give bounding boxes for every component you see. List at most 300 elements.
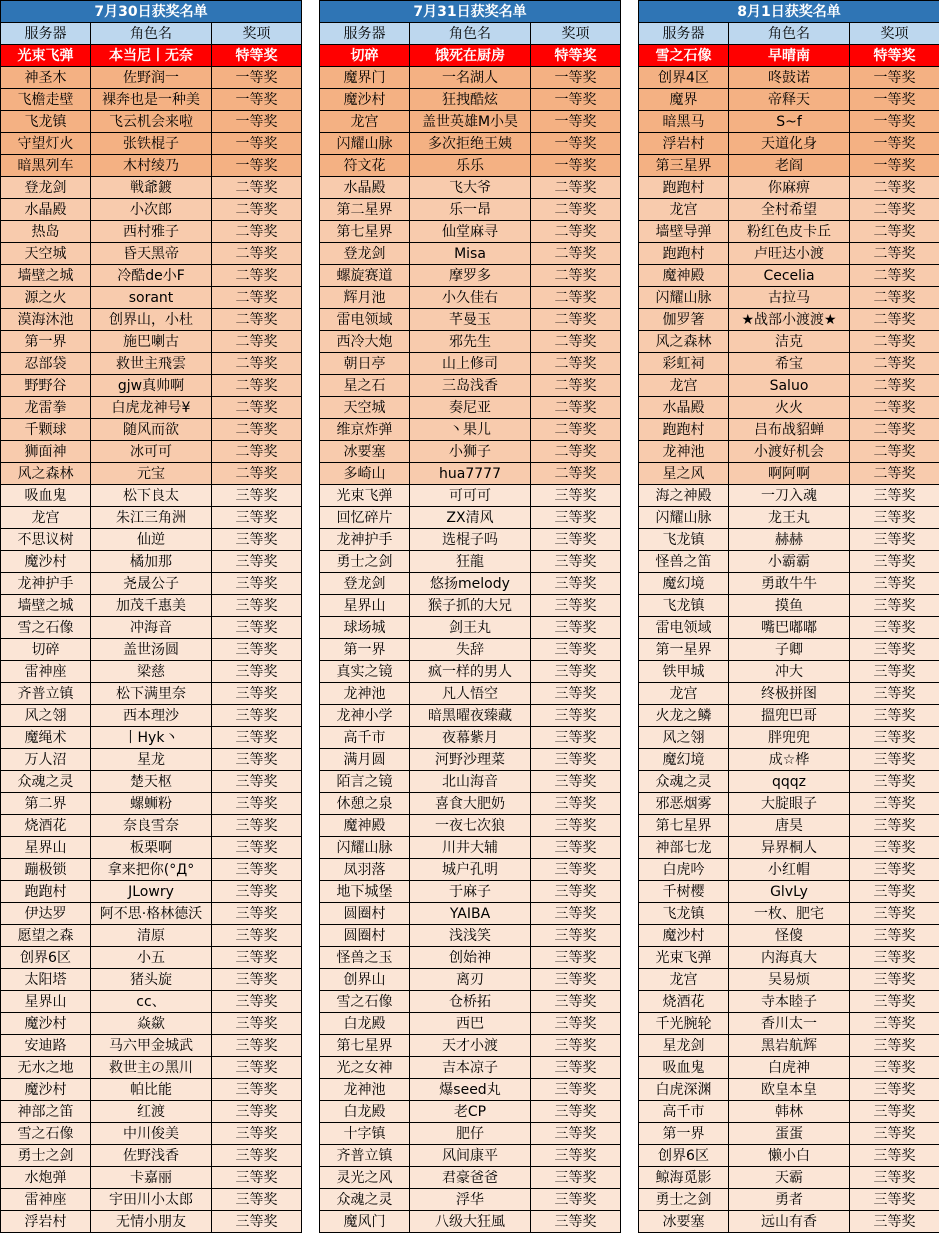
cell-name: 仙逆 bbox=[91, 529, 212, 551]
cell-name: 乐一昂 bbox=[410, 199, 531, 221]
cell-server: 龙宫 bbox=[639, 375, 729, 397]
table-row bbox=[639, 309, 939, 331]
cell-server: 龙宫 bbox=[320, 111, 410, 133]
cell-name: 卡嘉丽 bbox=[91, 1167, 212, 1189]
cell-server: 符文花 bbox=[320, 155, 410, 177]
column-header-row bbox=[639, 23, 939, 45]
cell-prize: 三等奖 bbox=[850, 683, 939, 705]
table-row bbox=[320, 265, 621, 287]
cell-prize: 三等奖 bbox=[850, 617, 939, 639]
cell-prize: 三等奖 bbox=[850, 1145, 939, 1167]
cell-server: 飞檐走壁 bbox=[1, 89, 91, 111]
cell-server: 水晶殿 bbox=[639, 397, 729, 419]
cell-prize: 三等奖 bbox=[212, 507, 302, 529]
cell-server: 白龙殿 bbox=[320, 1013, 410, 1035]
cell-name: 懒小白 bbox=[729, 1145, 850, 1167]
table-row bbox=[1, 485, 302, 507]
cell-prize: 三等奖 bbox=[850, 749, 939, 771]
cell-server: 魔神殿 bbox=[320, 815, 410, 837]
cell-name: 成☆桦 bbox=[729, 749, 850, 771]
table-row bbox=[1, 199, 302, 221]
cell-name: 救世主飛雲 bbox=[91, 353, 212, 375]
cell-server: 雪之石像 bbox=[1, 617, 91, 639]
cell-server: 齐普立镇 bbox=[320, 1145, 410, 1167]
cell-server: 魔绳术 bbox=[1, 727, 91, 749]
cell-server: 勇士之剑 bbox=[1, 1145, 91, 1167]
cell-prize: 三等奖 bbox=[212, 749, 302, 771]
table-row bbox=[1, 397, 302, 419]
table-row bbox=[639, 727, 939, 749]
cell-name: 剑王丸 bbox=[410, 617, 531, 639]
table-row bbox=[320, 353, 621, 375]
cell-name: 肥仔 bbox=[410, 1123, 531, 1145]
cell-name: 一刀入魂 bbox=[729, 485, 850, 507]
table-row bbox=[1, 463, 302, 485]
cell-prize: 三等奖 bbox=[531, 749, 621, 771]
cell-name: hua7777 bbox=[410, 463, 531, 485]
table-row bbox=[639, 1013, 939, 1035]
table-row bbox=[1, 683, 302, 705]
table-row bbox=[639, 1189, 939, 1211]
cell-name: 丶果儿 bbox=[410, 419, 531, 441]
table-row bbox=[1, 727, 302, 749]
cell-name: 奈良雪奈 bbox=[91, 815, 212, 837]
cell-server: 光束飞弹 bbox=[1, 45, 91, 67]
cell-name: 焱歘 bbox=[91, 1013, 212, 1035]
table-row bbox=[639, 441, 939, 463]
cell-prize: 三等奖 bbox=[531, 947, 621, 969]
cell-server: 水晶殿 bbox=[1, 199, 91, 221]
table-row bbox=[639, 1167, 939, 1189]
cell-prize: 三等奖 bbox=[531, 507, 621, 529]
table-row bbox=[320, 903, 621, 925]
cell-name: 全村希望 bbox=[729, 199, 850, 221]
cell-prize: 二等奖 bbox=[212, 441, 302, 463]
cell-prize: 一等奖 bbox=[531, 155, 621, 177]
cell-prize: 三等奖 bbox=[531, 837, 621, 859]
cell-server: 星之风 bbox=[639, 463, 729, 485]
cell-server: 维京炸弹 bbox=[320, 419, 410, 441]
table-row bbox=[639, 1035, 939, 1057]
cell-name: 失辞 bbox=[410, 639, 531, 661]
cell-prize: 三等奖 bbox=[850, 947, 939, 969]
cell-server: 雷电领域 bbox=[320, 309, 410, 331]
cell-prize: 三等奖 bbox=[212, 1035, 302, 1057]
cell-prize: 二等奖 bbox=[850, 309, 939, 331]
table-row bbox=[1, 903, 302, 925]
cell-name: 风间康平 bbox=[410, 1145, 531, 1167]
table-row bbox=[639, 683, 939, 705]
cell-prize: 三等奖 bbox=[850, 507, 939, 529]
cell-server: 龙神池 bbox=[639, 441, 729, 463]
cell-prize: 二等奖 bbox=[531, 221, 621, 243]
table-row bbox=[1, 1101, 302, 1123]
cell-prize: 三等奖 bbox=[531, 595, 621, 617]
table-row bbox=[320, 793, 621, 815]
cell-prize: 三等奖 bbox=[531, 661, 621, 683]
cell-name: 盖世英雄M小昊 bbox=[410, 111, 531, 133]
table-row bbox=[320, 969, 621, 991]
cell-server: 浮岩村 bbox=[639, 133, 729, 155]
cell-server: 雷电领域 bbox=[639, 617, 729, 639]
cell-server: 漠海沐池 bbox=[1, 309, 91, 331]
cell-server: 神部之笛 bbox=[1, 1101, 91, 1123]
cell-name: 帝释天 bbox=[729, 89, 850, 111]
table-row bbox=[1, 133, 302, 155]
table-row bbox=[1, 881, 302, 903]
cell-server: 创界山 bbox=[320, 969, 410, 991]
cell-prize: 二等奖 bbox=[212, 177, 302, 199]
cell-server: 多崎山 bbox=[320, 463, 410, 485]
cell-server: 切碎 bbox=[320, 45, 410, 67]
cell-name: 河野沙理菜 bbox=[410, 749, 531, 771]
cell-server: 众魂之灵 bbox=[320, 1189, 410, 1211]
cell-name: 怪傻 bbox=[729, 925, 850, 947]
cell-name: 龙王丸 bbox=[729, 507, 850, 529]
cell-server: 龙宫 bbox=[639, 683, 729, 705]
cell-name: 夜幕紫月 bbox=[410, 727, 531, 749]
cell-name: 早晴南 bbox=[729, 45, 850, 67]
table-row bbox=[1, 441, 302, 463]
cell-server: 跑跑村 bbox=[639, 177, 729, 199]
table-row bbox=[320, 1013, 621, 1035]
table-row bbox=[1, 815, 302, 837]
cell-server: 烧酒花 bbox=[639, 991, 729, 1013]
cell-server: 星界山 bbox=[1, 837, 91, 859]
table-row bbox=[639, 639, 939, 661]
cell-name: 清原 bbox=[91, 925, 212, 947]
table-row bbox=[639, 1211, 939, 1233]
cell-name: 救世主の黑川 bbox=[91, 1057, 212, 1079]
cell-prize: 三等奖 bbox=[850, 529, 939, 551]
table-row bbox=[320, 529, 621, 551]
cell-prize: 三等奖 bbox=[850, 595, 939, 617]
table-row bbox=[639, 1101, 939, 1123]
cell-server: 创界6区 bbox=[639, 1145, 729, 1167]
cell-server: 龙神护手 bbox=[1, 573, 91, 595]
cell-server: 众魂之灵 bbox=[639, 771, 729, 793]
cell-server: 暗黑马 bbox=[639, 111, 729, 133]
cell-name: 狂龍 bbox=[410, 551, 531, 573]
table-row bbox=[320, 749, 621, 771]
cell-prize: 三等奖 bbox=[850, 573, 939, 595]
column-header-server: 服务器 bbox=[320, 23, 410, 45]
cell-name: 无情小朋友 bbox=[91, 1211, 212, 1233]
table-row bbox=[320, 309, 621, 331]
cell-prize: 三等奖 bbox=[850, 1101, 939, 1123]
table-row bbox=[639, 89, 939, 111]
cell-prize: 二等奖 bbox=[212, 353, 302, 375]
cell-name: 戦爺鍍 bbox=[91, 177, 212, 199]
cell-name: 天才小渡 bbox=[410, 1035, 531, 1057]
cell-server: 勇士之剑 bbox=[320, 551, 410, 573]
table-row bbox=[320, 331, 621, 353]
cell-prize: 三等奖 bbox=[850, 1013, 939, 1035]
cell-prize: 三等奖 bbox=[212, 683, 302, 705]
table-row bbox=[1, 793, 302, 815]
table-row bbox=[320, 1145, 621, 1167]
cell-server: 龙神小学 bbox=[320, 705, 410, 727]
cell-prize: 三等奖 bbox=[531, 1079, 621, 1101]
cell-prize: 三等奖 bbox=[212, 1211, 302, 1233]
cell-name: 小霸霸 bbox=[729, 551, 850, 573]
cell-prize: 二等奖 bbox=[850, 243, 939, 265]
cell-server: 星界山 bbox=[1, 991, 91, 1013]
table-row bbox=[320, 397, 621, 419]
table-row bbox=[1, 969, 302, 991]
cell-prize: 三等奖 bbox=[531, 1211, 621, 1233]
cell-prize: 三等奖 bbox=[850, 551, 939, 573]
cell-name: Cecelia bbox=[729, 265, 850, 287]
cell-server: 鲸海觅影 bbox=[639, 1167, 729, 1189]
cell-name: 大腚眼子 bbox=[729, 793, 850, 815]
cell-prize: 二等奖 bbox=[850, 353, 939, 375]
table-row bbox=[639, 1123, 939, 1145]
cell-name: 希宝 bbox=[729, 353, 850, 375]
cell-name: 橘加那 bbox=[91, 551, 212, 573]
cell-server: 伽罗箸 bbox=[639, 309, 729, 331]
cell-name: 爆seed丸 bbox=[410, 1079, 531, 1101]
table-row bbox=[1, 529, 302, 551]
cell-prize: 三等奖 bbox=[531, 793, 621, 815]
table-row bbox=[320, 243, 621, 265]
cell-server: 飞龙镇 bbox=[639, 529, 729, 551]
table-row bbox=[639, 551, 939, 573]
table-row bbox=[320, 375, 621, 397]
cell-name: JLowry bbox=[91, 881, 212, 903]
cell-prize: 三等奖 bbox=[850, 903, 939, 925]
table-row bbox=[320, 859, 621, 881]
cell-prize: 二等奖 bbox=[531, 331, 621, 353]
cell-server: 登龙剑 bbox=[320, 243, 410, 265]
cell-name: 随风而欲 bbox=[91, 419, 212, 441]
cell-prize: 一等奖 bbox=[531, 133, 621, 155]
cell-name: 吴易烦 bbox=[729, 969, 850, 991]
cell-prize: 三等奖 bbox=[212, 573, 302, 595]
cell-prize: 二等奖 bbox=[212, 419, 302, 441]
cell-server: 龙雷拳 bbox=[1, 397, 91, 419]
cell-name: 一枚、肥宅 bbox=[729, 903, 850, 925]
table-row bbox=[639, 793, 939, 815]
cell-prize: 特等奖 bbox=[212, 45, 302, 67]
table-row bbox=[320, 705, 621, 727]
table-row bbox=[320, 771, 621, 793]
cell-server: 彩虹祠 bbox=[639, 353, 729, 375]
cell-prize: 三等奖 bbox=[531, 705, 621, 727]
cell-server: 魔风门 bbox=[320, 1211, 410, 1233]
cell-name: 拿来把你(°Д° bbox=[91, 859, 212, 881]
column-header-server: 服务器 bbox=[639, 23, 729, 45]
cell-prize: 二等奖 bbox=[850, 441, 939, 463]
cell-name: 川井大辅 bbox=[410, 837, 531, 859]
table-title: 7月31日获奖名单 bbox=[320, 1, 621, 23]
cell-prize: 三等奖 bbox=[531, 1013, 621, 1035]
cell-name: 张铁棍子 bbox=[91, 133, 212, 155]
table-row bbox=[639, 947, 939, 969]
cell-server: 勇士之剑 bbox=[639, 1189, 729, 1211]
cell-server: 墙壁导弹 bbox=[639, 221, 729, 243]
cell-name: 佐野浅香 bbox=[91, 1145, 212, 1167]
cell-name: 宇田川小太郎 bbox=[91, 1189, 212, 1211]
cell-prize: 二等奖 bbox=[212, 397, 302, 419]
cell-prize: 三等奖 bbox=[850, 1079, 939, 1101]
cell-name: 冲大 bbox=[729, 661, 850, 683]
cell-name: 火火 bbox=[729, 397, 850, 419]
cell-server: 地下城堡 bbox=[320, 881, 410, 903]
cell-server: 第七星界 bbox=[639, 815, 729, 837]
cell-server: 众魂之灵 bbox=[1, 771, 91, 793]
cell-prize: 三等奖 bbox=[212, 1167, 302, 1189]
cell-server: 第三星界 bbox=[639, 155, 729, 177]
cell-name: 饿死在厨房 bbox=[410, 45, 531, 67]
cell-name: 红渡 bbox=[91, 1101, 212, 1123]
cell-name: 香川太一 bbox=[729, 1013, 850, 1035]
cell-prize: 一等奖 bbox=[531, 111, 621, 133]
cell-prize: 三等奖 bbox=[531, 969, 621, 991]
cell-name: 白虎龙神号¥ bbox=[91, 397, 212, 419]
cell-server: 魔幻境 bbox=[639, 573, 729, 595]
cell-server: 第七星界 bbox=[320, 221, 410, 243]
cell-prize: 三等奖 bbox=[850, 1123, 939, 1145]
cell-server: 野野谷 bbox=[1, 375, 91, 397]
cell-prize: 二等奖 bbox=[850, 199, 939, 221]
cell-name: 离刃 bbox=[410, 969, 531, 991]
table-row bbox=[320, 925, 621, 947]
cell-name: 老阎 bbox=[729, 155, 850, 177]
cell-name: 勇敢牛牛 bbox=[729, 573, 850, 595]
table-row bbox=[320, 837, 621, 859]
cell-name: 冲海音 bbox=[91, 617, 212, 639]
cell-server: 魔沙村 bbox=[320, 89, 410, 111]
table-row bbox=[320, 45, 621, 67]
column-header-name: 角色名 bbox=[729, 23, 850, 45]
cell-name: 浮华 bbox=[410, 1189, 531, 1211]
cell-prize: 三等奖 bbox=[212, 551, 302, 573]
cell-server: 魔神殿 bbox=[639, 265, 729, 287]
cell-server: 水晶殿 bbox=[320, 177, 410, 199]
cell-prize: 三等奖 bbox=[531, 815, 621, 837]
cell-prize: 三等奖 bbox=[850, 1189, 939, 1211]
table-row bbox=[1, 1211, 302, 1233]
table-row bbox=[1, 177, 302, 199]
cell-name: 元宝 bbox=[91, 463, 212, 485]
cell-name: cc、 bbox=[91, 991, 212, 1013]
cell-server: 第一界 bbox=[320, 639, 410, 661]
cell-name: qqqz bbox=[729, 771, 850, 793]
table-row bbox=[320, 463, 621, 485]
cell-prize: 三等奖 bbox=[212, 529, 302, 551]
cell-name: GlvLy bbox=[729, 881, 850, 903]
cell-name: 勇者 bbox=[729, 1189, 850, 1211]
table-row bbox=[639, 287, 939, 309]
cell-server: 魔幻境 bbox=[639, 749, 729, 771]
cell-server: 球场城 bbox=[320, 617, 410, 639]
table-row bbox=[320, 727, 621, 749]
table-row bbox=[320, 1079, 621, 1101]
cell-prize: 一等奖 bbox=[531, 89, 621, 111]
cell-name: 西村雅子 bbox=[91, 221, 212, 243]
column-header-name: 角色名 bbox=[91, 23, 212, 45]
table-row bbox=[1, 243, 302, 265]
table-row bbox=[320, 947, 621, 969]
table-row bbox=[1, 925, 302, 947]
cell-name: 欧皇本皇 bbox=[729, 1079, 850, 1101]
cell-server: 暗黑列车 bbox=[1, 155, 91, 177]
cell-name: 蛋蛋 bbox=[729, 1123, 850, 1145]
cell-name: 梁慈 bbox=[91, 661, 212, 683]
table-row bbox=[320, 177, 621, 199]
cell-server: 第一界 bbox=[1, 331, 91, 353]
cell-name: 创界山，小杜 bbox=[91, 309, 212, 331]
cell-server: 火龙之鳞 bbox=[639, 705, 729, 727]
table-row bbox=[639, 331, 939, 353]
table-row bbox=[1, 287, 302, 309]
cell-name: 乐乐 bbox=[410, 155, 531, 177]
cell-prize: 三等奖 bbox=[531, 485, 621, 507]
cell-server: 跑跑村 bbox=[639, 419, 729, 441]
cell-prize: 三等奖 bbox=[850, 1167, 939, 1189]
cell-prize: 三等奖 bbox=[531, 925, 621, 947]
cell-server: 跑跑村 bbox=[1, 881, 91, 903]
table-row bbox=[320, 507, 621, 529]
cell-server: 蹦极锁 bbox=[1, 859, 91, 881]
cell-name: 子卿 bbox=[729, 639, 850, 661]
cell-server: 雪之石像 bbox=[1, 1123, 91, 1145]
cell-server: 天空城 bbox=[1, 243, 91, 265]
cell-name: 山上修司 bbox=[410, 353, 531, 375]
cell-server: 白龙殿 bbox=[320, 1101, 410, 1123]
cell-server: 魔沙村 bbox=[1, 1013, 91, 1035]
cell-name: 可可可 bbox=[410, 485, 531, 507]
cell-name: 邪先生 bbox=[410, 331, 531, 353]
cell-name: ZX清风 bbox=[410, 507, 531, 529]
cell-prize: 三等奖 bbox=[531, 1167, 621, 1189]
cell-name: 昏天黑帝 bbox=[91, 243, 212, 265]
cell-prize: 三等奖 bbox=[212, 1101, 302, 1123]
cell-name: 猴子抓的大兄 bbox=[410, 595, 531, 617]
cell-server: 魔沙村 bbox=[1, 1079, 91, 1101]
table-row bbox=[639, 925, 939, 947]
cell-server: 无水之地 bbox=[1, 1057, 91, 1079]
table-row bbox=[1, 837, 302, 859]
cell-prize: 二等奖 bbox=[212, 375, 302, 397]
cell-name: 冰可可 bbox=[91, 441, 212, 463]
cell-prize: 三等奖 bbox=[212, 1189, 302, 1211]
cell-server: 龙宫 bbox=[639, 199, 729, 221]
cell-name: Saluo bbox=[729, 375, 850, 397]
cell-server: 吸血鬼 bbox=[639, 1057, 729, 1079]
cell-name: 创始神 bbox=[410, 947, 531, 969]
cell-prize: 一等奖 bbox=[212, 67, 302, 89]
cell-name: 猪头旋 bbox=[91, 969, 212, 991]
cell-prize: 三等奖 bbox=[531, 859, 621, 881]
cell-server: 魔沙村 bbox=[639, 925, 729, 947]
cell-name: 胖兜兜 bbox=[729, 727, 850, 749]
table-row bbox=[639, 133, 939, 155]
cell-server: 闪耀山脉 bbox=[639, 507, 729, 529]
cell-prize: 三等奖 bbox=[531, 639, 621, 661]
cell-prize: 三等奖 bbox=[850, 815, 939, 837]
table-row bbox=[639, 221, 939, 243]
cell-server: 不思议树 bbox=[1, 529, 91, 551]
cell-prize: 特等奖 bbox=[850, 45, 939, 67]
cell-prize: 三等奖 bbox=[850, 969, 939, 991]
cell-prize: 二等奖 bbox=[531, 199, 621, 221]
cell-prize: 三等奖 bbox=[212, 925, 302, 947]
cell-server: 登龙剑 bbox=[1, 177, 91, 199]
table-row bbox=[1, 749, 302, 771]
cell-prize: 三等奖 bbox=[212, 991, 302, 1013]
